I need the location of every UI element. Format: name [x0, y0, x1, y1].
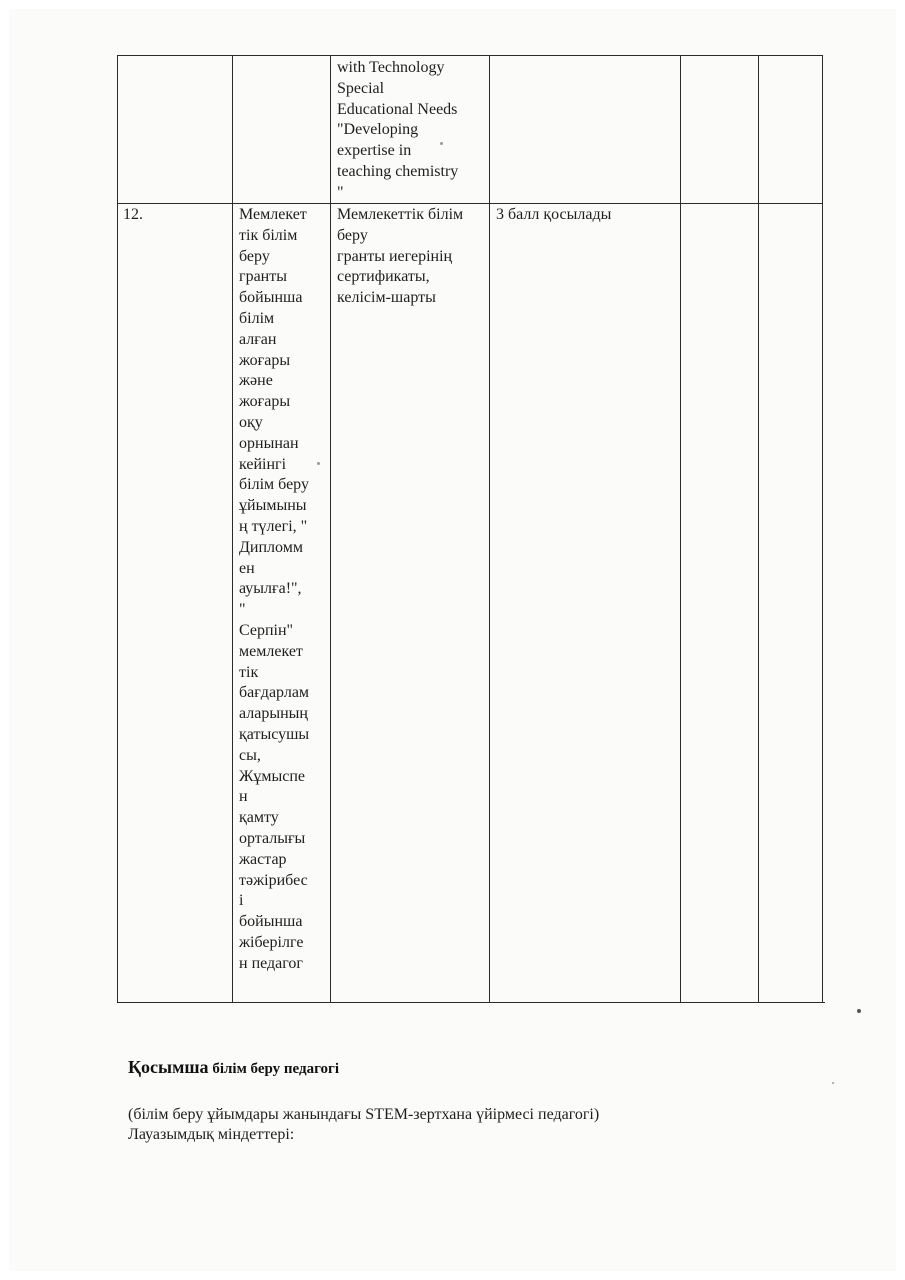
- section-heading-bold: Қосымша: [128, 1057, 209, 1077]
- scan-speck: [832, 1082, 834, 1084]
- table-row-12-number: 12.: [123, 206, 143, 223]
- section-subtitle: (білім беру ұйымдары жанындағы STEM-зертхана үйірмесі педагогі): [128, 1106, 600, 1123]
- table-border-bottom: [118, 1002, 825, 1003]
- table-row-12-category: Мемлекет тік білім беру гранты бойынша білім алған жоғары және жоғары оқу орнынан кейінгі білім беру ұйымыны ң түлегі, " Дипломм ен ауылға!", " Серпін" мемлекет тік бағдарлам аларының қатысушы сы, Жұмыспе н қамту орталығы жастар тәжірибес і бойынша жіберілге н педагог: [239, 206, 310, 972]
- table-row-continued-document: with Technology Special Educational Needs "Developing expertise in teaching chemistry ": [337, 59, 459, 201]
- duties-label: Лауазымдық міндеттері:: [128, 1126, 295, 1143]
- table-border-top: [117, 55, 822, 56]
- scan-speck: [857, 1009, 861, 1013]
- table-border-right: [822, 55, 823, 1003]
- section-heading: [128, 1057, 339, 1078]
- table-col-divider-5: [758, 55, 759, 1003]
- scan-speck: [440, 142, 443, 145]
- table-row-12-score: 3 балл қосылады: [496, 206, 612, 223]
- table-col-divider-4: [680, 55, 681, 1003]
- section-heading-rest: білім беру педагогі: [208, 1061, 339, 1077]
- table-border-row-divider: [117, 203, 823, 204]
- scan-speck: [317, 462, 320, 465]
- table-row-12-document: Мемлекеттік білім беру гранты иегерінің сертификаты, келісім-шарты: [337, 206, 464, 307]
- table-col-divider-3: [489, 55, 490, 1003]
- table-col-divider-2: [330, 55, 331, 1003]
- table-col-divider-1: [232, 55, 233, 1003]
- table-border-left: [117, 55, 118, 1003]
